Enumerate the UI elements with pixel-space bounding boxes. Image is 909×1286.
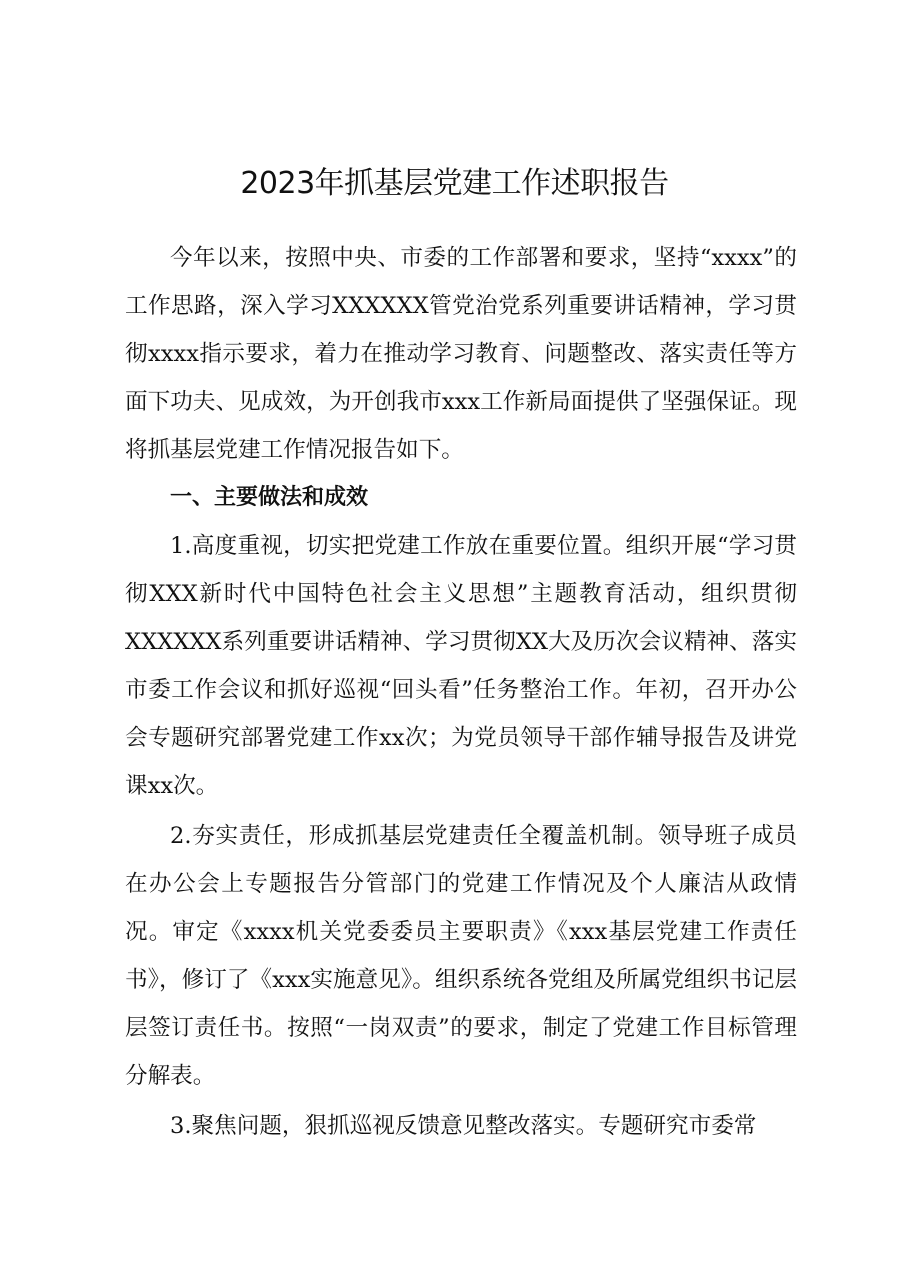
- section-heading: 一、主要做法和成效: [170, 485, 369, 510]
- document-title: 2023年抓基层党建工作述职报告: [240, 166, 669, 201]
- paragraph-item-2: 2.夯实责任，形成抓基层党建责任全覆盖机制。领导班子成员在办公会上专题报告分管部门的党建工作情况及个人廉洁从政情况。审定《xxxx机关党委委员主要职责》《xxx基层党建工作责任书》，修订了《xxx实施意见》。组织系统各党组及所属党组织书记层层签订责任书。按照“一岗双责”的要求，制定了党建工作目标管理分解表。: [125, 823, 797, 1089]
- document-body: [125, 234, 797, 1150]
- paragraph-item-1: 1.高度重视，切实把党建工作放在重要位置。组织开展“学习贯彻XXX新时代中国特色社会主义思想”主题教育活动，组织贯彻XXXXXX系列重要讲话精神、学习贯彻XX大及历次会议精神、落实市委工作会议和抓好巡视“回头看”任务整治工作。年初，召开办公会专题研究部署党建工作xx次；为党员领导干部作辅导报告及讲党课xx次。: [125, 533, 797, 799]
- paragraph-item-3: 3.聚焦问题，狠抓巡视反馈意见整改落实。专题研究市委常: [170, 1113, 757, 1139]
- intro-paragraph: 今年以来，按照中央、市委的工作部署和要求，坚持“xxxx”的工作思路，深入学习XXXXXX管党治党系列重要讲话精神，学习贯彻xxxx指示要求，着力在推动学习教育、问题整改、落实责任等方面下功夫、见成效，为开创我市xxx工作新局面提供了坚强保证。现将抓基层党建工作情况报告如下。: [125, 245, 797, 463]
